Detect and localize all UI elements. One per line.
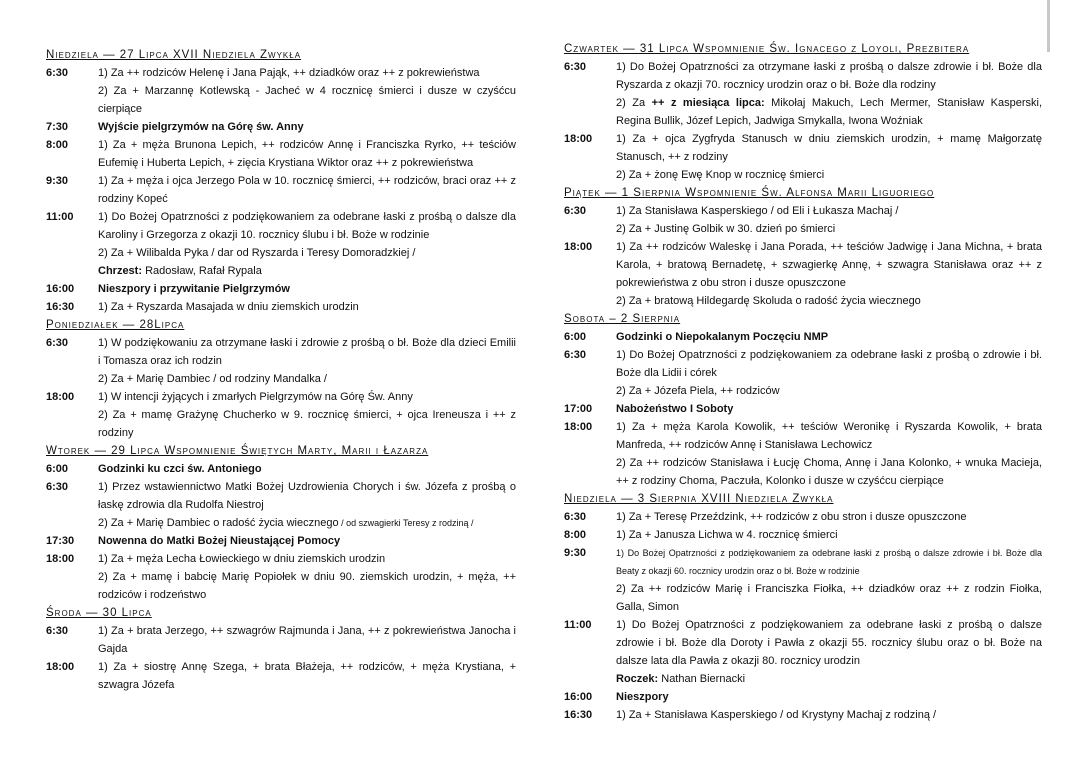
day-heading: Piątek — 1 Sierpnia Wspomnienie Św. Alfonsa Marii Liguoriego (564, 187, 935, 199)
intentions (98, 478, 516, 532)
intention: 1) Do Bożej Opatrzności z podziękowaniem za odebrane łaski z prośbą o dalsze zdrowie i bł. Boże dla Beaty z okazji 60. rocznicy urodzin oraz o bł. Boże w rodzinie (616, 548, 1042, 576)
intention: 1) Za + męża Lecha Łowieckiego w dniu ziemskich urodzin (98, 553, 386, 565)
intentions (616, 616, 1042, 688)
mass-entry (46, 334, 516, 388)
mass-time: 8:00 (46, 139, 69, 151)
intention: 1) Do Bożej Opatrzności z podziękowaniem za odebrane łaski z prośbą o zdrowie i bł. Boże dla Lidii i córek (616, 349, 1042, 379)
intention (98, 262, 516, 280)
mass-time: 11:00 (46, 211, 74, 223)
intention: 1) Za + Stanisława Kasperskiego / od Krystyny Machaj z rodziną / (616, 709, 937, 721)
mass-entry (564, 526, 1042, 544)
intention: 2) Za + Marzannę Kotlewską - Jacheć w 4 rocznicę śmierci i dusze w czyśćcu cierpiące (98, 85, 516, 115)
intention: 2) Za + Marię Dambiec / od rodziny Mandalka / (98, 373, 327, 385)
intention: 1) Za + męża i ojca Jerzego Pola w 10. rocznicę śmierci, ++ rodziców, braci oraz ++ z rodziny Kopeć (98, 175, 516, 205)
mass-entry (564, 346, 1042, 400)
day-heading: Niedziela — 27 Lipca XVII Niedziela Zwykła (46, 49, 302, 61)
mass-entry (46, 478, 516, 532)
mass-entry (564, 544, 1042, 616)
intentions (98, 388, 516, 442)
mass-entry (46, 280, 516, 298)
intentions (98, 298, 516, 316)
mass-entry (564, 706, 1042, 724)
mass-entry (564, 418, 1042, 490)
intention: 1) W podziękowaniu za otrzymane łaski i zdrowie z prośbą o bł. Boże dla dzieci Emilii i Tomasza oraz ich rodzin (98, 337, 516, 367)
intention: Nieszpory (616, 691, 669, 703)
mass-entry (46, 136, 516, 172)
intention: Nowenna do Matki Bożej Nieustającej Pomocy (98, 535, 341, 547)
intention: 2) Za + mamę Grażynę Chucherko w 9. rocznicę śmierci, + ojca Ireneusza i ++ z rodziny (98, 409, 516, 439)
intention: 2) Za ++ rodziców Marię i Franciszka Fiołka, ++ dziadków oraz ++ z rodzin Fiołka, Galla, Simon (616, 583, 1042, 613)
intention: Godzinki ku czci św. Antoniego (98, 463, 262, 475)
intentions (616, 58, 1042, 130)
intention: 2) Za + Józefa Piela, ++ rodziców (616, 385, 780, 397)
mass-time: 7:30 (46, 121, 69, 133)
intention: Godzinki o Niepokalanym Poczęciu NMP (616, 331, 829, 343)
mass-entry (46, 118, 516, 136)
mass-time: 6:00 (46, 463, 69, 475)
mass-time: 6:30 (46, 625, 69, 637)
intentions (98, 208, 516, 280)
scrollbar[interactable] (1047, 0, 1050, 52)
intention: 1) Za + ojca Zygfryda Stanusch w dniu ziemskich urodzin, + mamę Małgorzatę Stanusch, ++ z rodziny (616, 133, 1042, 163)
intentions (98, 64, 516, 118)
mass-time: 6:30 (564, 205, 587, 217)
mass-time: 8:00 (564, 529, 587, 541)
mass-time: 6:30 (46, 67, 69, 79)
mass-time: 16:00 (46, 283, 75, 295)
intentions (98, 622, 516, 658)
mass-time: 18:00 (46, 661, 75, 673)
mass-entry (564, 202, 1042, 238)
mass-time: 6:30 (46, 337, 69, 349)
mass-entry (46, 532, 516, 550)
intention: 1) Do Bożej Opatrzności z podziękowaniem za odebrane łaski z prośbą o dalsze zdrowie i bł. Boże dla Doroty i Pawła z okazji 55. rocznicy ślubu oraz o bł. Boże na dalsze lata dla Pawła z okazji 80. rocznicy urodzin (616, 619, 1042, 667)
intention: 2) Za ++ rodziców Stanisława i Łucję Choma, Annę i Jana Kolonko, + wnuka Macieja, ++ z rodziny Choma, Paczuła, Kolonko i dusze w czyśćcu cierpiące (616, 457, 1042, 487)
day-heading: Niedziela — 3 Sierpnia XVIII Niedziela Zwykła (564, 493, 834, 505)
intentions (98, 280, 516, 298)
intention: 1) Za ++ rodziców Helenę i Jana Pająk, ++ dziadków oraz ++ z pokrewieństwa (98, 67, 480, 79)
day-heading: Sobota – 2 Sierpnia (564, 313, 681, 325)
mass-entry (564, 616, 1042, 688)
intentions (616, 130, 1042, 184)
intention: 1) Za + Ryszarda Masajada w dniu ziemskich urodzin (98, 301, 359, 313)
intentions (616, 688, 1042, 706)
intentions (98, 550, 516, 604)
day-heading: Poniedziałek — 28Lipca (46, 319, 185, 331)
intention: 2) Za + bratową Hildegardę Skoluda o radość życia wiecznego (616, 295, 921, 307)
intention-text: Radosław, Rafał Rypala (142, 265, 262, 277)
intention: 1) Za + męża Brunona Lepich, ++ rodziców Annę i Franciszka Ryrko, ++ teściów Eufemię i Huberta Lepich, + zięcia Krystiana Wiktor oraz ++ z pokrewieństwa (98, 139, 516, 169)
intention-label: Roczek: (616, 673, 659, 685)
mass-entry (46, 658, 516, 694)
intentions (616, 508, 1042, 526)
intentions (616, 346, 1042, 400)
intentions (616, 238, 1042, 310)
mass-time: 18:00 (46, 391, 75, 403)
intentions (616, 328, 1042, 346)
intention (616, 670, 1042, 688)
intentions (98, 532, 516, 550)
mass-entry (46, 208, 516, 280)
mass-entry (564, 508, 1042, 526)
intention: 1) Do Bożej Opatrzności z podziękowaniem za odebrane łaski z prośbą o dalsze dla Karoliny i Grzegorza z okazji 10. rocznicy ślubu i bł. Boże w rodzinie (98, 211, 516, 241)
mass-time: 16:30 (564, 709, 593, 721)
intentions (616, 526, 1042, 544)
intentions (98, 334, 516, 388)
mass-entry (46, 622, 516, 658)
mass-time: 9:30 (564, 547, 587, 559)
left-column (46, 46, 516, 694)
intention: 1) Za + męża Karola Kowolik, ++ teściów Weronikę i Ryszarda Kowolik, + brata Manfreda, ++ rodziców Annę i Stanisława Lechowicz (616, 421, 1042, 451)
intention-label: ++ z miesiąca lipca: (651, 97, 765, 109)
intention (616, 94, 1042, 130)
intention-text: 2) Za + Marię Dambiec o radość życia wiecznego (98, 517, 339, 529)
intention: 2) Za + żonę Ewę Knop w rocznicę śmierci (616, 169, 825, 181)
mass-time: 6:30 (46, 481, 69, 493)
intention-note: / od szwagierki Teresy z rodziną / (338, 518, 474, 528)
intention-lead: 2) Za (616, 97, 652, 109)
day-heading: Wtorek — 29 Lipca Wspomnienie Świętych Marty, Marii i Łazarza (46, 445, 429, 457)
day-heading: Środa — 30 Lipca (46, 607, 152, 619)
intentions (98, 658, 516, 694)
intentions (98, 136, 516, 172)
mass-time: 18:00 (46, 553, 75, 565)
mass-time: 18:00 (564, 241, 593, 253)
mass-entry (46, 298, 516, 316)
mass-time: 6:30 (564, 61, 587, 73)
intention: 2) Za + Wilibalda Pyka / dar od Ryszarda i Teresy Domoradzkiej / (98, 247, 416, 259)
day-heading: Czwartek — 31 Lipca Wspomnienie Św. Ignacego z Loyoli, Prezbitera (564, 43, 970, 55)
mass-entry (564, 328, 1042, 346)
mass-entry (564, 238, 1042, 310)
mass-time: 6:00 (564, 331, 587, 343)
mass-time: 17:30 (46, 535, 75, 547)
mass-entry (46, 64, 516, 118)
mass-time: 6:30 (564, 511, 587, 523)
intention: 2) Za + Justinę Golbik w 30. dzień po śmierci (616, 223, 836, 235)
intention: Nabożeństwo I Soboty (616, 403, 734, 415)
mass-entry (46, 172, 516, 208)
mass-time: 9:30 (46, 175, 69, 187)
intentions (616, 544, 1042, 616)
intention: 1) Za + Teresę Przeździnk, ++ rodziców z obu stron i dusze opuszczone (616, 511, 967, 523)
mass-time: 18:00 (564, 421, 593, 433)
intentions (98, 118, 516, 136)
intention: 1) Za + siostrę Annę Szega, + brata Błażeja, ++ rodziców, + męża Krystiana, + szwagra Józefa (98, 661, 516, 691)
mass-time: 16:30 (46, 301, 75, 313)
intentions (616, 418, 1042, 490)
mass-entry (564, 688, 1042, 706)
mass-entry (564, 58, 1042, 130)
intention: 1) Za ++ rodziców Waleskę i Jana Porada, ++ teściów Jadwigę i Jana Michna, + brata Karola, + bratową Bernadetę, + szwagierkę Annę, + szwagra Stanisława oraz ++ z pokrewieństwa z obu stron i dusze opuszczone (616, 241, 1042, 289)
mass-entry (46, 460, 516, 478)
intention: 1) Za + Janusza Lichwa w 4. rocznicę śmierci (616, 529, 838, 541)
intention: Wyjście pielgrzymów na Górę św. Anny (98, 121, 304, 133)
intention-text: Nathan Biernacki (658, 673, 746, 685)
mass-entry (46, 550, 516, 604)
mass-time: 11:00 (564, 619, 592, 631)
intention: Nieszpory i przywitanie Pielgrzymów (98, 283, 290, 295)
right-column (564, 40, 1042, 724)
intention: 2) Za + mamę i babcię Marię Popiołek w dniu 90. ziemskich urodzin, + męża, ++ rodziców i rodzeństwo (98, 571, 516, 601)
intentions (616, 706, 1042, 724)
mass-time: 16:00 (564, 691, 593, 703)
intention: 1) Za + brata Jerzego, ++ szwagrów Rajmunda i Jana, ++ z pokrewieństwa Janocha i Gajda (98, 625, 516, 655)
intention: 1) Za Stanisława Kasperskiego / od Eli i Łukasza Machaj / (616, 205, 899, 217)
intention-text: Mikołaj Makuch, Lech Mermer, Stanisław Kasperski, Regina Bullik, Józef Lepich, Jadwiga Smykalla, Iwona Woźniak (616, 97, 1042, 127)
mass-entry (46, 388, 516, 442)
intentions (616, 400, 1042, 418)
mass-time: 18:00 (564, 133, 593, 145)
intention: 1) Do Bożej Opatrzności za otrzymane łaski z prośbą o dalsze zdrowie i bł. Boże dla Ryszarda z okazji 70. rocznicy urodzin oraz o bł. Boże dla rodziny (616, 61, 1042, 91)
intention (98, 514, 516, 532)
mass-time: 17:00 (564, 403, 593, 415)
mass-time: 6:30 (564, 349, 587, 361)
intentions (616, 202, 1042, 238)
intention: 1) W intencji żyjących i zmarłych Pielgrzymów na Górę Św. Anny (98, 391, 413, 403)
intentions (98, 172, 516, 208)
mass-entry (564, 400, 1042, 418)
intention: 1) Przez wstawiennictwo Matki Bożej Uzdrowienia Chorych i św. Józefa z prośbą o łaskę zdrowia dla Rudolfa Niestroj (98, 481, 516, 511)
intentions (98, 460, 516, 478)
mass-entry (564, 130, 1042, 184)
intention-label: Chrzest: (98, 265, 143, 277)
